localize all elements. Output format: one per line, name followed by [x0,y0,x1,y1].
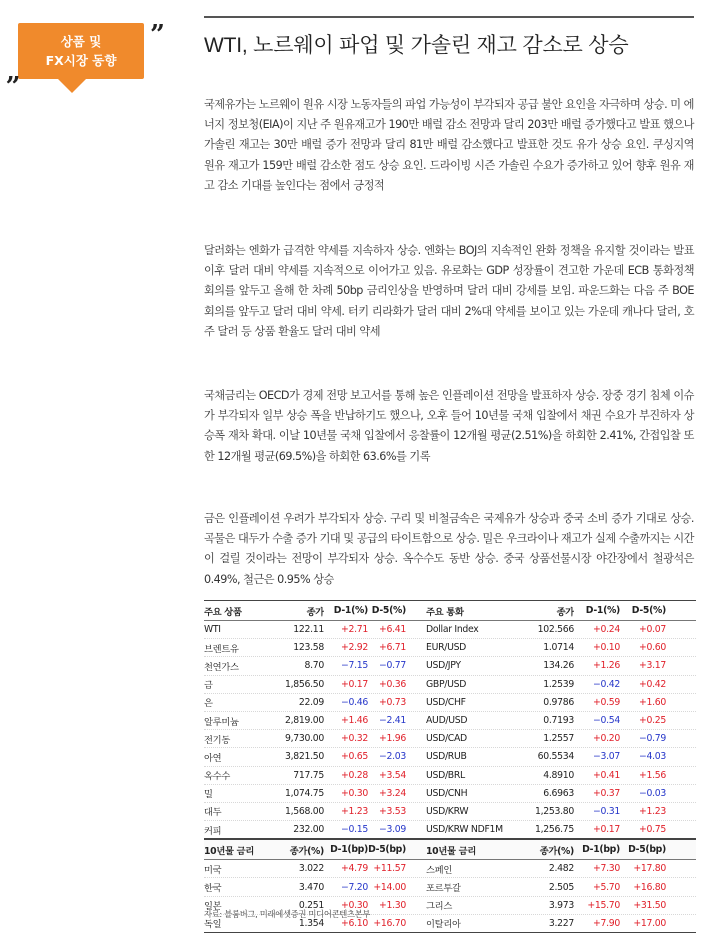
cell-d1: +0.65 [341,751,368,763]
table-row [204,621,696,639]
cell-name: 이탈리아 [426,919,461,931]
cell-d1: −7.20 [341,881,368,893]
cell-name: USD/KRW [426,805,469,817]
cell-name: 일본 [204,901,222,913]
cell-close: 2.505 [548,881,574,893]
header-cell-name: 10년물 금리 [426,845,476,857]
cell-d5: −0.03 [639,787,666,799]
cell-d5: +0.36 [379,678,406,690]
section-badge-line2: FX시장 동향 [45,53,117,68]
cell-name: USD/RUB [426,751,467,763]
cell-name: WTI [204,624,221,636]
cell-close: 60.5534 [537,751,574,763]
cell-name: 그리스 [426,901,453,913]
cell-close: 1.0714 [543,642,574,654]
cell-name: 밀 [204,789,213,801]
cell-d5: +0.25 [639,715,666,727]
cell-d1: −0.31 [593,805,620,817]
cell-name: 아연 [204,752,222,764]
paragraph-oil: 국제유가는 노르웨이 원유 시장 노동자들의 파업 가능성이 부각되자 공급 불안 요인을 자극하며 상승. 미 에너지 정보청(EIA)이 지난 주 원유재고가 190만 배럴 감소 전망과 달리 203만 배럴 증가했다고 발표 했으나 가솔린 재고는 30만 배럴 증가 전망과 달리 81만 배럴 감소했다고 발표한 것도 유가 상승 요인. 쿠싱지역 원유 재고가 159만 배럴 감소한 점도 상승 요인. 드라이빙 시즌 가솔린 수요가 증가하고 있어 향후 원유 재고 감소 기대를 높인다는 점에서 긍정적 [204,98,694,192]
cell-d5: +31.50 [633,899,666,911]
cell-close: 3.227 [548,917,574,929]
cell-d5: +0.07 [639,624,666,636]
cell-close: 102.566 [537,624,574,636]
cell-d5: +3.17 [639,660,666,672]
cell-d5: +6.41 [379,624,406,636]
cell-d1: −0.42 [593,678,620,690]
cell-close: 0.7193 [543,715,574,727]
cell-close: 1.2557 [543,733,574,745]
table-row [204,730,696,748]
cell-d1: +0.17 [341,678,368,690]
cell-close: 2,819.00 [284,715,324,727]
table-header-bonds [204,839,696,860]
cell-name: USD/CHF [426,696,466,708]
header-cell-close: 종가 [556,606,574,618]
cell-name: 금 [204,680,213,692]
close-quote-mark: ” [150,20,165,50]
cell-name: 미국 [204,864,222,876]
cell-close: 1,256.75 [534,824,574,836]
cell-d5: +0.42 [639,678,666,690]
cell-d5: +1.30 [379,899,406,911]
header-cell-d1: D-1(%) [585,605,620,616]
paragraph-dollar: 달러화는 엔화가 급격한 약세를 지속하자 상승. 엔화는 BOJ의 지속적인 완화 정책을 유지할 것이라는 발표 이후 달러 대비 약세를 지속적으로 이어가고 있음. 유로화는 GDP 성장률이 견고한 가운데 ECB 통화정책 회의를 앞두고 올해 한 차례 50bp 금리인상을 반영하며 달러 대비 강세를 보임. 파운드화는 다음 주 BOE 회의를 앞두고 달러 대비 약세. 터키 리라화가 달러 대비 2%대 약세를 보이고 있는 가운데 캐나다 달러, 호주 달러 등 상품 환율도 달러 대비 약세 [204,244,694,338]
header-cell-d1: D-1(bp) [582,844,620,856]
cell-d5: +3.24 [379,787,406,799]
cell-d1: +0.28 [341,769,368,781]
cell-name: EUR/USD [426,642,467,654]
cell-d1: −0.54 [593,715,620,727]
cell-d1: +6.10 [341,917,368,929]
cell-close: 717.75 [293,769,324,781]
cell-d1: +0.37 [593,787,620,799]
cell-d1: +0.30 [341,787,368,799]
cell-name: 은 [204,698,213,710]
cell-d1: +7.30 [593,863,620,875]
table-row [204,878,696,896]
cell-d1: +0.17 [593,824,620,836]
cell-close: 0.9786 [543,696,574,708]
cell-d5: +11.57 [373,863,406,875]
cell-d5: −0.79 [639,733,666,745]
table-row [204,803,696,821]
page-title: WTI, 노르웨이 파업 및 가솔린 재고 감소로 상승 [204,34,629,57]
cell-name: 천연가스 [204,661,239,673]
cell-d1: −0.46 [341,696,368,708]
cell-d1: +0.41 [593,769,620,781]
paragraph-treasury: 국채금리는 OECD가 경제 전망 보고서를 통해 높은 인플레이션 전망을 발표하자 상승. 장중 경기 침체 이슈가 부각되자 일부 상승 폭을 반납하기도 했으나, 오후 들어 10년물 국채 입찰에서 채권 수요가 부진하자 상승폭 재차 확대. 이날 10년물 국채 입찰에서 응찰률이 12개월 평균(2.51%)을 하회한 2.41%, 간접입찰 또한 12개월 평균(69.5%)을 하회한 63.6%를 기록 [204,389,694,463]
cell-d5: −2.41 [379,715,406,727]
cell-close: 1,253.80 [534,805,574,817]
cell-d1: +4.79 [341,863,368,875]
section-badge-line1: 상품 및 [60,34,102,49]
cell-name: AUD/USD [426,715,468,727]
section-badge [18,23,144,79]
cell-d1: +7.90 [593,917,620,929]
table-body-bonds [204,860,696,933]
header-cell-d1: D-1(%) [333,605,368,616]
cell-name: 한국 [204,883,222,895]
header-cell-d1: D-1(bp) [330,844,368,856]
header-cell-close: 종가 [306,606,324,618]
cell-close: 123.58 [293,642,324,654]
cell-name: USD/KRW NDF1M [426,824,503,836]
cell-name: 포르투갈 [426,883,461,895]
paragraph-gold: 금은 인플레이션 우려가 부각되자 상승. 구리 및 비철금속은 국제유가 상승과 중국 소비 증가 기대로 상승. 곡물은 대두가 수출 증가 기대 및 공급의 타이트함으로 상승. 밀은 우크라이나 재고가 실제 수출까지는 시간이 걸릴 것이라는 전망이 부각되자 상승. 옥수수도 동반 상승. 중국 상품선물시장 야간장에서 철광석은 0.49%, 철근은 0.95% 상승 [204,512,694,586]
header-cell-close: 종가(%) [289,845,324,857]
table-row [204,821,696,839]
cell-close: 9,730.00 [284,733,324,745]
cell-close: 3,821.50 [284,751,324,763]
cell-d5: +0.73 [379,696,406,708]
cell-close: 3.470 [298,881,324,893]
cell-d5: +17.00 [633,917,666,929]
table-row [204,676,696,694]
cell-close: 6.6963 [543,787,574,799]
cell-name: 대두 [204,807,222,819]
cell-close: 1,074.75 [284,787,324,799]
cell-d1: +1.46 [341,715,368,727]
header-cell-name: 주요 상품 [204,606,242,618]
table-row [204,785,696,803]
cell-close: 3.973 [548,899,574,911]
cell-close: 4.8910 [543,769,574,781]
cell-close: 3.022 [298,863,324,875]
cell-d5: +16.80 [633,881,666,893]
cell-close: 122.11 [293,624,324,636]
cell-close: 134.26 [543,660,574,672]
cell-name: 스페인 [426,864,453,876]
section-badge-pointer [58,79,86,93]
header-cell-name: 10년물 금리 [204,845,254,857]
open-quote-mark: „ [6,57,21,87]
cell-d1: +0.20 [593,733,620,745]
table-row [204,657,696,675]
cell-name: 브렌트유 [204,643,239,655]
cell-name: 커피 [204,825,222,837]
cell-name: USD/CNH [426,787,468,799]
header-cell-d5: D-5(bp) [368,844,406,856]
cell-d5: −2.03 [379,751,406,763]
cell-close: 1.354 [298,917,324,929]
cell-name: 알루미늄 [204,716,239,728]
cell-d1: −0.15 [341,824,368,836]
cell-d1: +1.23 [341,805,368,817]
cell-d5: +6.71 [379,642,406,654]
cell-d5: +3.53 [379,805,406,817]
cell-d5: +1.96 [379,733,406,745]
cell-d5: +3.54 [379,769,406,781]
cell-d1: +0.59 [593,696,620,708]
cell-d5: −4.03 [639,751,666,763]
cell-name: USD/JPY [426,660,461,672]
table-row [204,639,696,657]
cell-close: 2.482 [548,863,574,875]
cell-d5: +0.75 [639,824,666,836]
cell-name: GBP/USD [426,678,467,690]
cell-d1: +0.24 [593,624,620,636]
table-row [204,748,696,766]
cell-d1: +0.10 [593,642,620,654]
cell-d5: +14.00 [373,881,406,893]
cell-name: 옥수수 [204,771,231,783]
source-note: 자료: 블룸버그, 미래에셋증권 미디어콘텐츠본부 [204,909,371,919]
market-table [204,600,696,933]
table-header-commodities-fx [204,600,696,621]
cell-d5: −0.77 [379,660,406,672]
cell-name: Dollar Index [426,624,479,636]
cell-d1: +1.26 [593,660,620,672]
cell-close: 232.00 [293,824,324,836]
table-row [204,767,696,785]
cell-name: 전기동 [204,734,231,746]
cell-name: USD/BRL [426,769,465,781]
cell-close: 1,856.50 [284,678,324,690]
cell-close: 1.2539 [543,678,574,690]
cell-d5: +0.60 [639,642,666,654]
cell-close: 0.251 [298,899,324,911]
header-cell-close: 종가(%) [539,845,574,857]
cell-name: USD/CAD [426,733,467,745]
cell-d5: +16.70 [373,917,406,929]
header-cell-d5: D-5(%) [371,605,406,616]
table-row [204,860,696,878]
cell-d1: −3.07 [593,751,620,763]
table-row [204,712,696,730]
cell-d5: +1.60 [639,696,666,708]
header-cell-name: 주요 통화 [426,606,464,618]
header-cell-d5: D-5(bp) [628,844,666,856]
cell-d5: +1.56 [639,769,666,781]
table-row [204,694,696,712]
cell-d1: +5.70 [593,881,620,893]
cell-d1: +15.70 [587,899,620,911]
cell-d1: +2.71 [341,624,368,636]
cell-d1: +2.92 [341,642,368,654]
cell-close: 22.09 [298,696,324,708]
table-body-commodities-fx [204,621,696,839]
title-rule [204,16,694,18]
cell-d1: −7.15 [341,660,368,672]
cell-d5: −3.09 [379,824,406,836]
cell-d5: +17.80 [633,863,666,875]
cell-close: 8.70 [304,660,324,672]
header-cell-d5: D-5(%) [631,605,666,616]
cell-d5: +1.23 [639,805,666,817]
cell-name: 독일 [204,919,222,931]
cell-close: 1,568.00 [284,805,324,817]
cell-d1: +0.30 [341,899,368,911]
cell-d1: +0.32 [341,733,368,745]
